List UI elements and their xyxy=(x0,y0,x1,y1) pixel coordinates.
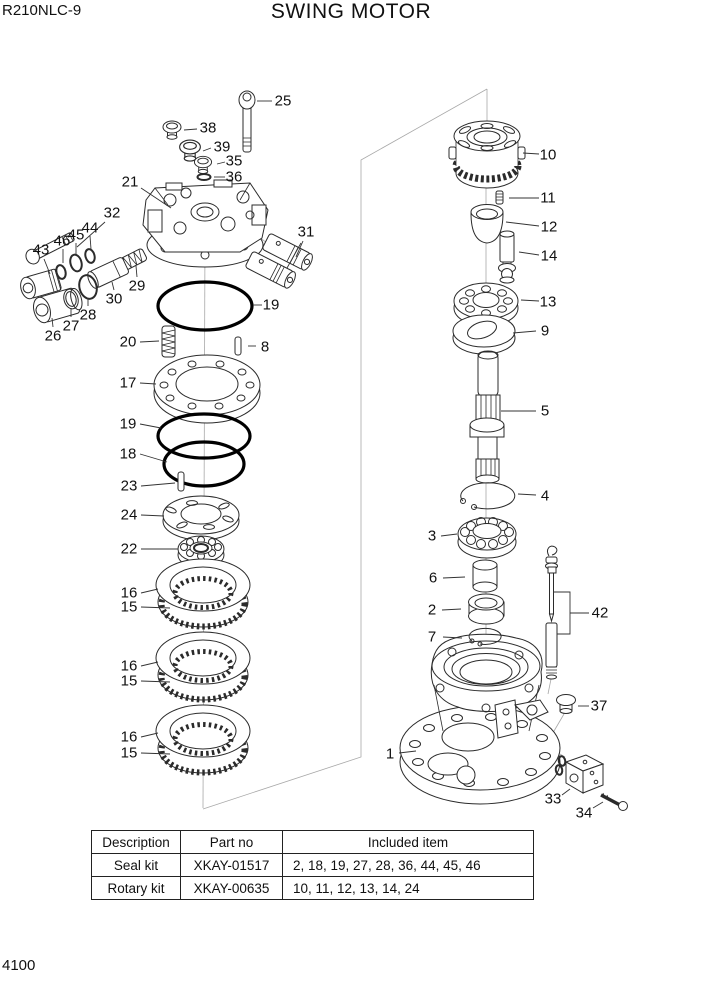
callout-number: 16 xyxy=(120,584,138,602)
callout-number: 15 xyxy=(120,672,138,690)
callout-leader xyxy=(513,331,536,333)
ball-guide-12 xyxy=(471,205,503,244)
col-header-description: Description xyxy=(92,831,181,854)
callout-number: 4 xyxy=(540,487,550,505)
table-header-row xyxy=(92,831,534,854)
callout-leader xyxy=(443,577,465,578)
callout-number: 19 xyxy=(119,415,137,433)
friction-plates-16-15-c xyxy=(156,705,250,773)
table-row xyxy=(92,877,534,900)
plug-35 xyxy=(194,156,211,173)
callout-leader xyxy=(441,534,457,536)
callout-number: 27 xyxy=(62,317,80,335)
callout-number: 3 xyxy=(427,527,437,545)
callout-leader xyxy=(184,129,197,130)
pin-8 xyxy=(235,337,241,355)
plug-37 xyxy=(557,695,576,714)
oring-45 xyxy=(68,253,83,272)
plug-38 xyxy=(163,121,181,139)
col-header-part-no: Part no xyxy=(181,831,283,854)
seal-ring-2 xyxy=(469,594,505,624)
callout-leader xyxy=(141,662,158,666)
callout-leader xyxy=(521,300,539,301)
callout-number: 44 xyxy=(81,219,99,237)
callout-leader xyxy=(140,424,161,428)
cell-included-item: 2, 18, 19, 27, 28, 36, 44, 45, 46 xyxy=(283,854,534,877)
callout-number: 12 xyxy=(540,218,558,236)
callout-leader xyxy=(506,222,539,226)
callout-number: 25 xyxy=(274,92,292,110)
callout-leader xyxy=(140,454,167,462)
cell-part-no: XKAY-00635 xyxy=(181,877,283,900)
callout-number: 16 xyxy=(120,657,138,675)
oring-44 xyxy=(84,248,96,264)
callout-number: 42 xyxy=(591,604,609,622)
cylinder-block-10 xyxy=(449,121,525,188)
cell-description: Rotary kit xyxy=(92,877,181,900)
callout-number: 21 xyxy=(121,173,139,191)
callout-number: 39 xyxy=(213,138,231,156)
cell-description: Seal kit xyxy=(92,854,181,877)
callout-leader xyxy=(141,589,158,593)
callout-number: 7 xyxy=(427,628,437,646)
callout-number: 31 xyxy=(297,223,315,241)
callout-leader xyxy=(518,494,536,495)
callout-number: 6 xyxy=(428,569,438,587)
callout-leader xyxy=(140,341,159,342)
callout-leader xyxy=(112,282,114,290)
callout-number: 32 xyxy=(103,204,121,222)
callout-leader xyxy=(217,162,225,164)
callout-number: 30 xyxy=(105,290,123,308)
cell-included-item: 10, 11, 12, 13, 14, 24 xyxy=(283,877,534,900)
callout-leader xyxy=(562,789,570,795)
callout-number: 37 xyxy=(590,697,608,715)
callout-number: 19 xyxy=(262,296,280,314)
callout-number: 29 xyxy=(128,277,146,295)
callout-number: 35 xyxy=(225,152,243,170)
plate-24 xyxy=(163,496,239,540)
cell-part-no: XKAY-01517 xyxy=(181,854,283,877)
page-number: 4100 xyxy=(2,957,36,974)
shoe-plate-9 xyxy=(453,315,515,354)
callout-number: 1 xyxy=(385,745,395,763)
page-title: SWING MOTOR xyxy=(270,0,432,23)
callout-number: 23 xyxy=(120,477,138,495)
callout-number: 11 xyxy=(540,189,556,207)
head-cover-21 xyxy=(143,180,268,267)
dipstick-pipe-42 xyxy=(546,546,558,679)
valve-block-33 xyxy=(566,755,603,793)
table-row xyxy=(92,854,534,877)
callout-number: 15 xyxy=(120,598,138,616)
callout-number: 8 xyxy=(260,338,270,356)
spring-20 xyxy=(162,326,175,357)
callout-number: 22 xyxy=(120,540,138,558)
callout-number: 10 xyxy=(539,146,557,164)
callout-leader xyxy=(442,609,461,610)
callout-leader xyxy=(141,733,158,737)
callout-leader xyxy=(141,483,175,486)
callout-leader xyxy=(141,515,164,516)
callout-number: 28 xyxy=(79,306,97,324)
callout-leader xyxy=(593,802,603,808)
callout-leader xyxy=(136,266,137,277)
callout-number: 2 xyxy=(427,601,437,619)
callout-number: 36 xyxy=(225,168,243,186)
snap-ring-4 xyxy=(461,483,515,510)
callout-leader xyxy=(90,236,91,249)
callout-number: 14 xyxy=(540,247,558,265)
piston-14 xyxy=(499,231,516,283)
callout-number: 16 xyxy=(120,728,138,746)
callout-number: 26 xyxy=(44,327,62,345)
friction-plates-16-15-b xyxy=(156,632,250,700)
parts-table xyxy=(91,830,534,900)
callout-number: 20 xyxy=(119,333,137,351)
callout-number: 18 xyxy=(119,445,137,463)
spring-11 xyxy=(496,191,503,204)
bolt-25 xyxy=(239,91,255,152)
oring-36 xyxy=(198,174,211,180)
bearing-3 xyxy=(458,518,516,559)
housing-1 xyxy=(400,634,560,804)
callout-leader xyxy=(203,148,211,151)
pin-23 xyxy=(178,472,184,491)
drive-shaft-5 xyxy=(470,351,504,483)
callout-number: 13 xyxy=(539,293,557,311)
callout-leader xyxy=(519,252,539,255)
callout-number: 24 xyxy=(120,506,138,524)
callout-number: 43 xyxy=(32,241,50,259)
callout-number: 38 xyxy=(199,119,217,137)
model-code: R210NLC-9 xyxy=(2,2,82,19)
bolt-34 xyxy=(601,793,628,811)
friction-plates-16-15-a xyxy=(156,559,250,627)
callout-number: 46 xyxy=(53,232,71,250)
callout-number: 34 xyxy=(575,804,593,822)
callout-number: 9 xyxy=(540,322,550,340)
col-header-included-item: Included item xyxy=(283,831,534,854)
callout-number: 5 xyxy=(540,402,550,420)
callout-number: 17 xyxy=(119,374,137,392)
spacer-6 xyxy=(473,560,497,592)
callout-number: 45 xyxy=(67,226,85,244)
callout-number: 15 xyxy=(120,744,138,762)
callout-number: 33 xyxy=(544,790,562,808)
